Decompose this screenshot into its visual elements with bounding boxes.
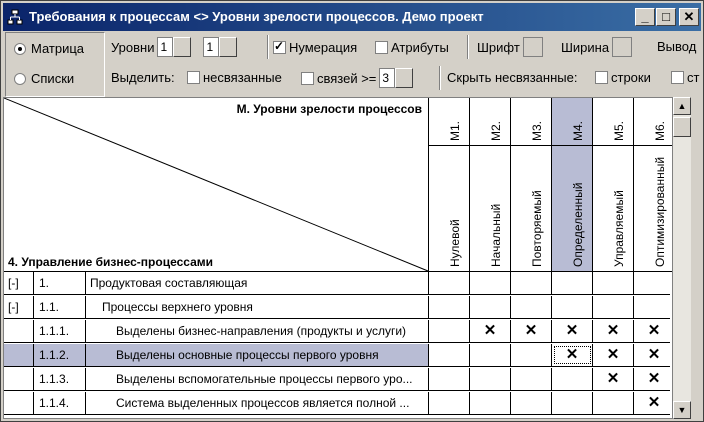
column-name: Нулевой [448, 219, 462, 267]
spin-arrows-icon[interactable] [395, 68, 413, 88]
minimize-button[interactable]: _ [635, 8, 655, 26]
row-number: 1. [34, 272, 86, 294]
attributes-checkbox[interactable] [375, 40, 449, 55]
checkbox[interactable] [375, 41, 388, 54]
matrix-cell[interactable] [593, 272, 634, 294]
toolbar-separator [467, 35, 469, 59]
matrix-cell[interactable] [429, 392, 470, 414]
row-number: 1.1.1. [34, 320, 86, 342]
checkbox[interactable] [671, 71, 684, 84]
checkbox[interactable] [187, 71, 200, 84]
close-button[interactable]: ✕ [679, 8, 699, 26]
hide-cols-checkbox[interactable] [671, 70, 699, 85]
checkbox[interactable] [595, 71, 608, 84]
width-label: Ширина [561, 39, 610, 55]
matrix-row[interactable] [4, 344, 670, 367]
resize-arrows-icon[interactable] [523, 37, 543, 57]
column-header[interactable] [429, 98, 470, 272]
toolbar-area [3, 32, 701, 97]
toolbar-separator [267, 35, 269, 59]
matrix-cell[interactable] [552, 296, 593, 318]
expand-toggle[interactable] [4, 392, 34, 414]
column-name: Оптимизированный [653, 156, 667, 267]
radio-dot[interactable] [14, 73, 26, 85]
checkbox[interactable] [301, 72, 314, 85]
diagonal-line [4, 98, 429, 272]
column-name: Определенный [571, 182, 585, 267]
matrix-row[interactable] [4, 368, 670, 391]
matrix-cell[interactable] [470, 368, 511, 390]
expand-toggle[interactable]: [-] [4, 296, 34, 318]
output-label: Вывод [657, 39, 697, 54]
font-button[interactable] [477, 37, 543, 57]
row-number: 1.1. [34, 296, 86, 318]
matrix-cell[interactable] [429, 296, 470, 318]
hide-rows-checkbox[interactable] [595, 70, 651, 85]
column-code: M3. [511, 102, 551, 146]
matrix-cell[interactable]: ✕ [593, 368, 634, 390]
spin-arrows-icon[interactable] [173, 37, 191, 57]
vertical-scrollbar[interactable] [673, 97, 691, 419]
row-text: Продуктовая составляющая [86, 272, 429, 294]
column-header[interactable] [552, 98, 593, 272]
scroll-down-icon[interactable]: ▼ [673, 401, 691, 419]
row-text: Процессы верхнего уровня [86, 296, 429, 318]
matrix-cell[interactable]: ✕ [634, 320, 673, 342]
resize-arrows-icon[interactable] [612, 37, 632, 57]
matrix-cell[interactable]: ✕ [634, 368, 673, 390]
highlight-label: Выделить: [111, 70, 175, 85]
column-name: Повторяемый [530, 190, 544, 267]
column-name: Управляемый [612, 190, 626, 267]
column-code: M4. [552, 102, 592, 146]
toolbar-separator [439, 66, 441, 90]
expand-toggle[interactable] [4, 368, 34, 390]
matrix-cell[interactable] [470, 344, 511, 366]
font-label: Шрифт [477, 39, 520, 55]
scroll-up-icon[interactable]: ▲ [673, 97, 691, 115]
matrix-cell[interactable]: ✕ [511, 320, 552, 342]
unlinked-checkbox[interactable] [187, 70, 282, 85]
expand-toggle[interactable] [4, 344, 34, 366]
row-text: Выделены бизнес-направления (продукты и услуги) [86, 320, 429, 342]
radio-dot-checked[interactable] [14, 43, 26, 55]
matrix-cell[interactable] [593, 296, 634, 318]
links-label: связей >= [317, 70, 377, 86]
hide-unlinked-label: Скрыть несвязанные: [447, 70, 578, 85]
spin-arrows-icon[interactable] [219, 37, 237, 57]
levels-spinner-1[interactable] [157, 37, 191, 57]
width-button[interactable] [561, 37, 632, 57]
matrix-cell[interactable]: ✕ [634, 392, 673, 414]
matrix-cell[interactable]: ✕ [552, 320, 593, 342]
links-value[interactable]: 3 [379, 68, 395, 88]
column-name: Начальный [489, 203, 503, 267]
levels-group [111, 37, 237, 57]
cols-label: ст [687, 70, 700, 85]
matrix-cell[interactable] [470, 392, 511, 414]
column-code: M6. [634, 102, 673, 146]
column-header[interactable] [593, 98, 634, 272]
left-axis-header: 4. Управление бизнес-процессами [8, 255, 214, 269]
matrix-row[interactable] [4, 320, 670, 343]
top-axis-header: М. Уровни зрелости процессов [236, 102, 422, 116]
view-mode-panel [5, 32, 105, 97]
row-number: 1.1.4. [34, 392, 86, 414]
matrix-cell[interactable]: ✕ [552, 344, 593, 366]
expand-toggle[interactable]: [-] [4, 272, 34, 294]
rows-label: строки [611, 70, 651, 85]
levels-label: Уровни [111, 39, 155, 55]
matrix-cell[interactable] [429, 272, 470, 294]
matrix-cell[interactable] [429, 320, 470, 342]
matrix-cell[interactable] [634, 296, 673, 318]
matrix-row[interactable] [4, 392, 670, 415]
links-spinner[interactable] [379, 68, 413, 88]
checkbox-checked[interactable] [273, 41, 286, 54]
matrix-cell[interactable] [634, 272, 673, 294]
matrix-cell[interactable] [470, 272, 511, 294]
matrix-cell[interactable]: ✕ [593, 320, 634, 342]
links-count-group [301, 68, 413, 88]
expand-toggle[interactable] [4, 320, 34, 342]
title-bar[interactable] [3, 3, 701, 31]
unlinked-label: несвязанные [203, 70, 282, 85]
matrix-grid [3, 97, 673, 419]
row-text: Система выделенных процессов является полной ... [86, 392, 429, 414]
column-code: M5. [593, 102, 633, 146]
attributes-label: Атрибуты [391, 40, 449, 55]
scroll-thumb[interactable] [673, 117, 691, 137]
matrix-cell[interactable] [429, 368, 470, 390]
column-header[interactable] [511, 98, 552, 272]
matrix-cell[interactable]: ✕ [634, 344, 673, 366]
matrix-cell[interactable]: ✕ [470, 320, 511, 342]
matrix-cell[interactable] [511, 296, 552, 318]
column-code: M2. [470, 102, 510, 146]
row-text: Выделены вспомогательные процессы первого уро... [86, 368, 429, 390]
numbering-label: Нумерация [289, 40, 358, 55]
matrix-corner-header [4, 98, 429, 272]
matrix-cell[interactable] [552, 392, 593, 414]
matrix-cell[interactable] [552, 368, 593, 390]
row-number: 1.1.2. [34, 344, 86, 366]
matrix-cell[interactable] [470, 296, 511, 318]
maximize-button[interactable]: □ [656, 8, 676, 26]
levels-spinner-2[interactable] [203, 37, 237, 57]
matrix-cell[interactable] [429, 344, 470, 366]
row-number: 1.1.3. [34, 368, 86, 390]
window-title: Требования к процессам <> Уровни зрелости процессов. Демо проект [29, 9, 484, 24]
lists-radio[interactable] [14, 71, 74, 86]
matrix-label: Матрица [31, 41, 85, 56]
matrix-radio[interactable] [14, 41, 84, 56]
matrix-cell[interactable] [552, 272, 593, 294]
matrix-row[interactable] [4, 272, 670, 295]
matrix-row[interactable] [4, 296, 670, 319]
matrix-cell[interactable] [511, 392, 552, 414]
output-button[interactable] [657, 39, 696, 54]
levels-value-1[interactable]: 1 [157, 37, 173, 57]
matrix-cell[interactable] [511, 272, 552, 294]
row-text: Выделены основные процессы первого уровня [86, 344, 429, 366]
numbering-checkbox[interactable] [273, 40, 357, 55]
hierarchy-icon [7, 9, 23, 25]
column-code: M1. [429, 102, 469, 146]
matrix-cell[interactable] [511, 344, 552, 366]
matrix-cell[interactable] [593, 392, 634, 414]
column-header[interactable] [470, 98, 511, 272]
matrix-cell[interactable] [511, 368, 552, 390]
column-header[interactable] [634, 98, 673, 272]
matrix-cell[interactable]: ✕ [593, 344, 634, 366]
lists-label: Списки [31, 71, 75, 86]
levels-value-2[interactable]: 1 [203, 37, 219, 57]
